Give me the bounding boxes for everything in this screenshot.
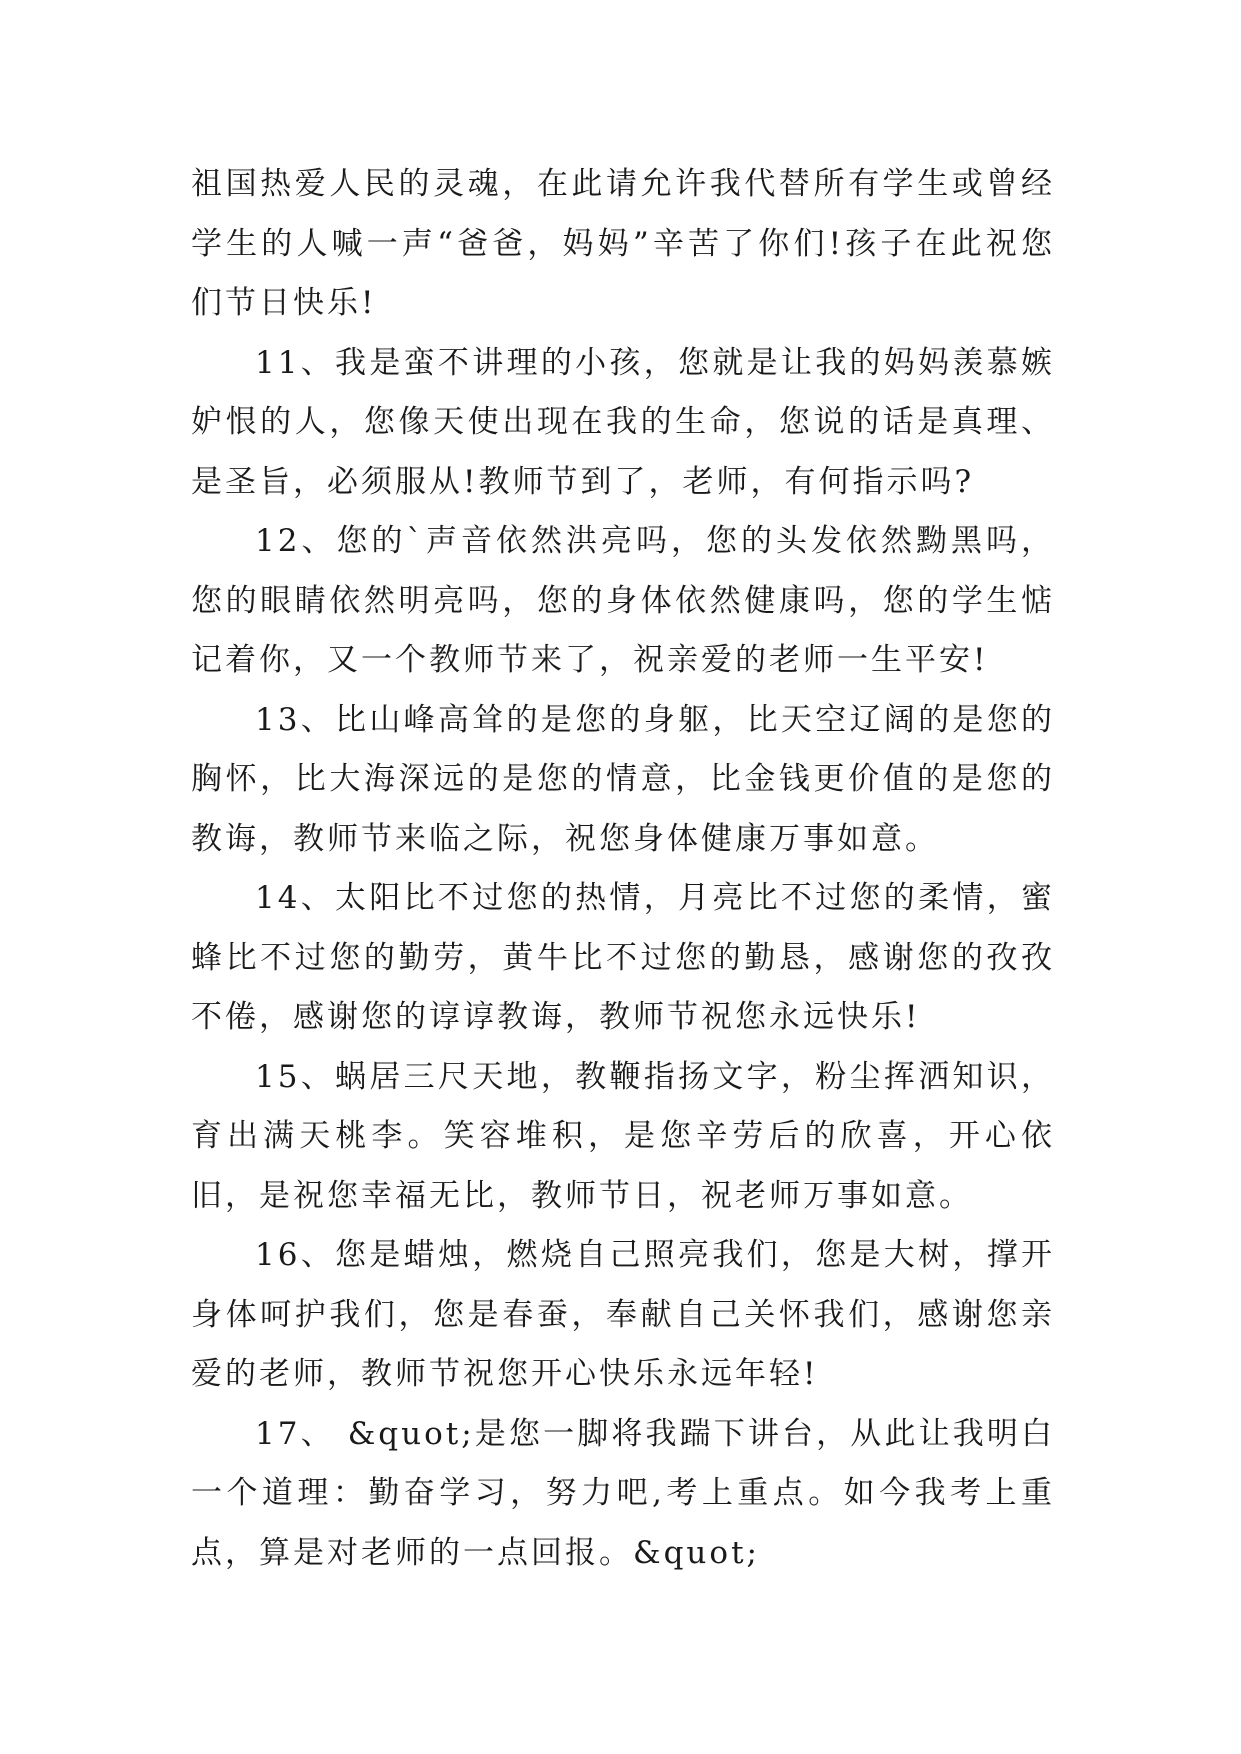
paragraph-intro: 祖国热爱人民的灵魂，在此请允许我代替所有学生或曾经学生的人喊一声“爸爸，妈妈”辛苦了你们!孩子在此祝您们节日快乐! [191, 166, 1055, 321]
document-page [191, 155, 1055, 1583]
paragraph-17: 17、 &quot;是您一脚将我踹下讲台，从此让我明白一个道理：勤奋学习，努力吧,考上重点。如今我考上重点，算是对老师的一点回报。&quot; [191, 1415, 1055, 1571]
paragraph-14: 14、太阳比不过您的热情，月亮比不过您的柔情，蜜蜂比不过您的勤劳，黄牛比不过您的勤恳，感谢您的孜孜不倦，感谢您的谆谆教诲，教师节祝您永远快乐! [191, 880, 1055, 1035]
paragraph-12: 12、您的`声音依然洪亮吗，您的头发依然黝黑吗，您的眼睛依然明亮吗，您的身体依然健康吗，您的学生惦记着你，又一个教师节来了，祝亲爱的老师一生平安! [191, 523, 1055, 678]
paragraph-11: 11、我是蛮不讲理的小孩，您就是让我的妈妈羡慕嫉妒恨的人，您像天使出现在我的生命，您说的话是真理、是圣旨，必须服从!教师节到了，老师，有何指示吗? [191, 344, 1055, 500]
paragraph-13: 13、比山峰高耸的是您的身躯，比天空辽阔的是您的胸怀，比大海深远的是您的情意，比金钱更价值的是您的教诲，教师节来临之际，祝您身体健康万事如意。 [191, 701, 1055, 857]
paragraph-15: 15、蜗居三尺天地，教鞭指扬文字，粉尘挥洒知识，育出满天桃李。笑容堆积，是您辛劳后的欣喜，开心依旧，是祝您幸福无比，教师节日，祝老师万事如意。 [191, 1058, 1055, 1214]
paragraph-16: 16、您是蜡烛，燃烧自己照亮我们，您是大树，撑开身体呵护我们，您是春蚕，奉献自己关怀我们，感谢您亲爱的老师，教师节祝您开心快乐永远年轻! [191, 1237, 1055, 1392]
